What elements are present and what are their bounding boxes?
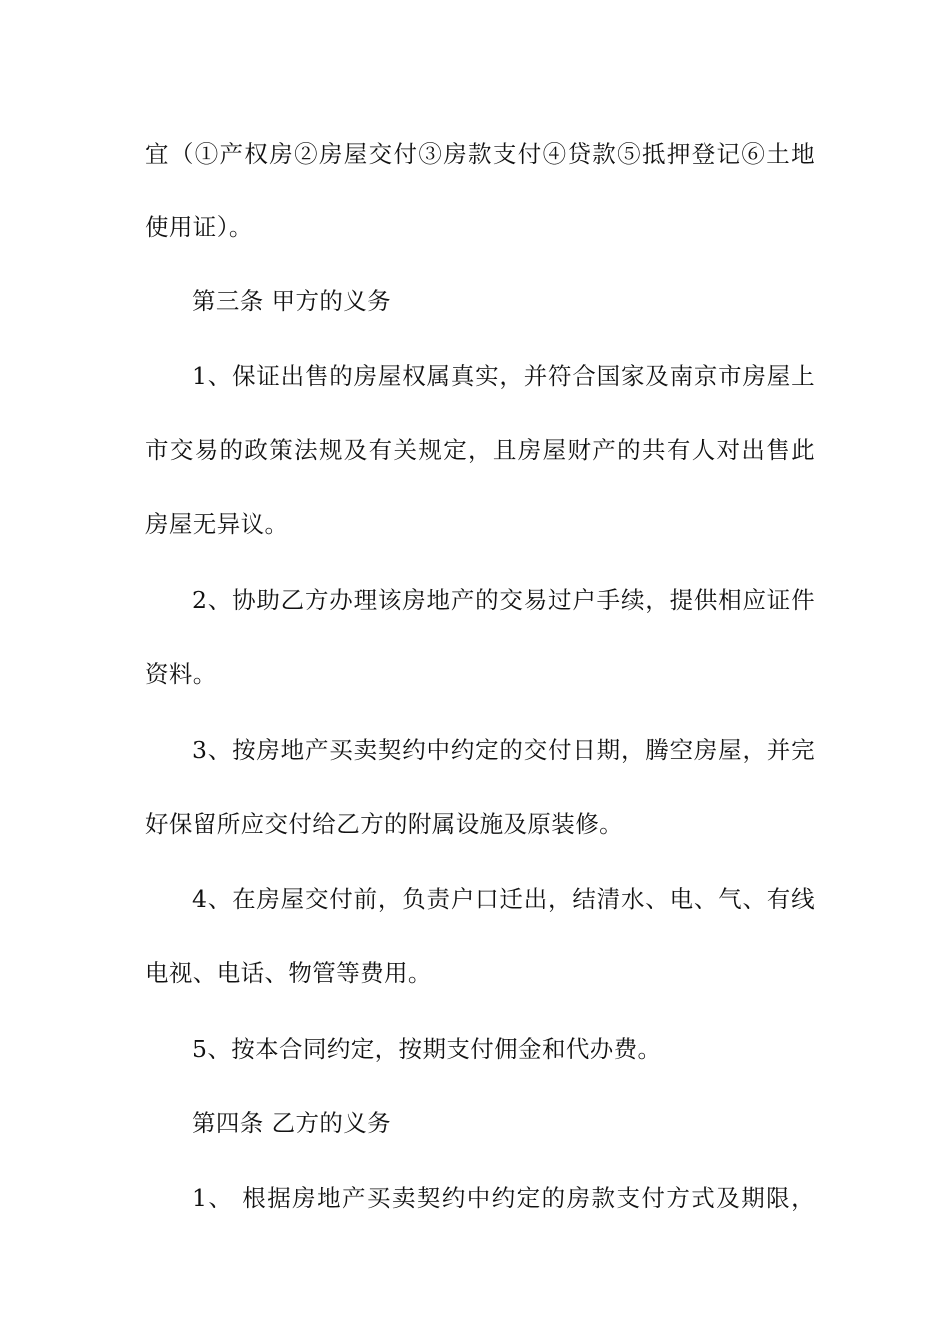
- text-line-5: 市交易的政策法规及有关规定，且房屋财产的共有人对出售此: [145, 436, 815, 464]
- text-line-15: 1、 根据房地产买卖契约中约定的房款支付方式及期限，: [192, 1184, 815, 1212]
- text-line-12: 电视、电话、物管等费用。: [145, 959, 432, 987]
- text-line-1: 宜（①产权房②房屋交付③房款支付④贷款⑤抵押登记⑥土地: [145, 140, 815, 168]
- text-line-7: 2、协助乙方办理该房地产的交易过户手续，提供相应证件: [192, 586, 815, 614]
- section-heading-3: 第三条 甲方的义务: [192, 287, 392, 315]
- text-line-11: 4、在房屋交付前，负责户口迁出，结清水、电、气、有线: [192, 885, 815, 913]
- text-line-6: 房屋无异议。: [145, 510, 289, 538]
- text-line-8: 资料。: [145, 660, 217, 688]
- text-line-4: 1、保证出售的房屋权属真实，并符合国家及南京市房屋上: [192, 362, 815, 390]
- text-line-13: 5、按本合同约定，按期支付佣金和代办费。: [192, 1035, 662, 1063]
- text-line-2: 使用证）。: [145, 213, 253, 241]
- text-line-10: 好保留所应交付给乙方的附属设施及原装修。: [145, 810, 623, 838]
- section-heading-4: 第四条 乙方的义务: [192, 1109, 392, 1137]
- text-line-9: 3、按房地产买卖契约中约定的交付日期，腾空房屋，并完: [192, 736, 815, 764]
